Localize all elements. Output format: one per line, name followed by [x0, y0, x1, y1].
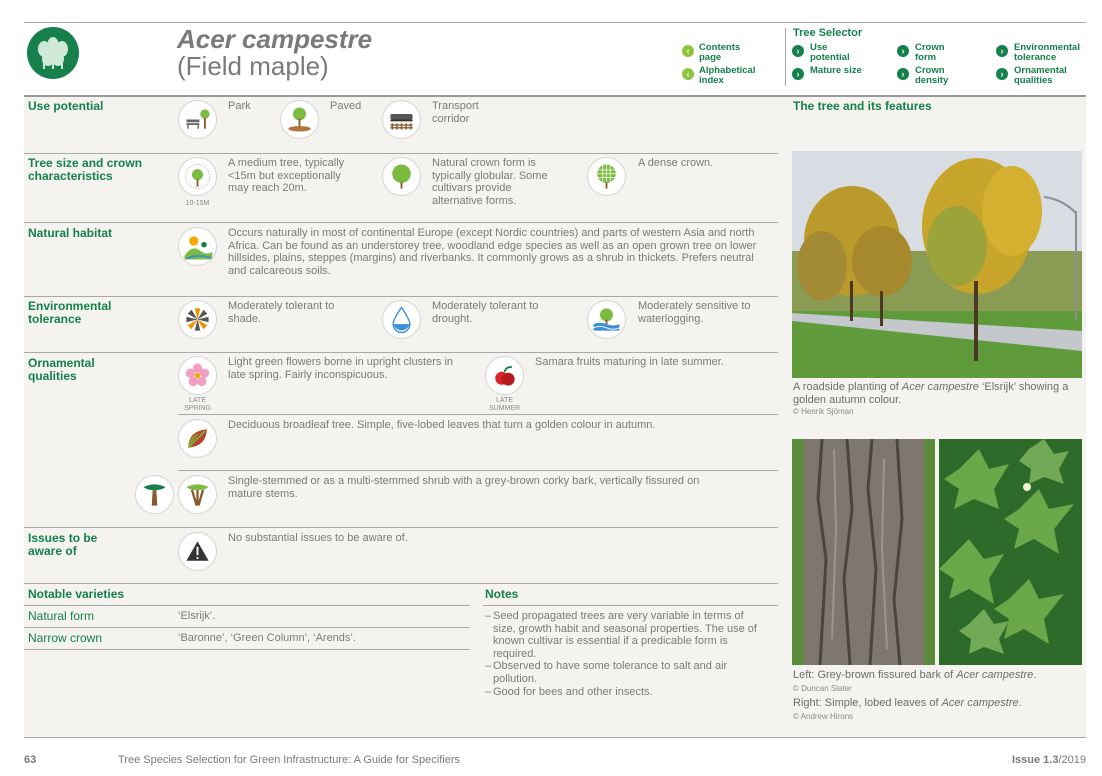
drought-tolerance-text: Moderately tolerant to drought. [432, 300, 539, 325]
variety-label-narrow-crown: Narrow crown [28, 631, 103, 645]
leaves-text: Deciduous broadleaf tree. Simple, five-lobed leaves that turn a golden colour in autumn. [228, 419, 656, 431]
note-item: Seed propagated trees are very variable in terms of size, growth habit and seasonal properties. The use of known cultivar is essential if a predicable form is required. [493, 610, 757, 660]
section-notes: Notes [485, 587, 519, 601]
nav-alphabetical-index[interactable]: Alphabetical index [699, 65, 756, 86]
crown-density-icon [587, 157, 626, 196]
photo-credit-sjoman: © Henrik Sjöman [793, 407, 854, 416]
flower-icon [178, 356, 217, 395]
note-item: Good for bees and other insects. [493, 686, 653, 698]
flowers-text: Light green flowers borne in upright clusters in late spring. Fairly inconspicuous. [228, 356, 454, 381]
issue-label: Issue 1.3/2019 [1012, 754, 1087, 766]
park-bench-icon [178, 100, 217, 139]
bark-text: Single-stemmed or as a multi-stemmed shrub with a grey-brown corky bark, vertically fissured on mature stems. [228, 475, 700, 500]
photo-caption-roadside: A roadside planting of Acer campestre ‘Elsrijk’ showing a golden autumn colour. [793, 381, 1069, 406]
fruit-icon [485, 356, 524, 395]
selector-mature-size[interactable]: Mature size [810, 65, 862, 76]
section-ornamental-qualities: Ornamental qualities [28, 356, 95, 383]
section-tree-features: The tree and its features [793, 99, 932, 113]
chevron-right-icon[interactable]: › [996, 68, 1008, 80]
issues-text: No substantial issues to be aware of. [228, 532, 408, 544]
shade-tolerance-icon [178, 300, 217, 339]
tree-size-icon [178, 157, 217, 196]
leaves-photo [939, 439, 1082, 665]
species-common-name: (Field maple) [177, 51, 329, 81]
chevron-left-icon[interactable]: ‹ [682, 68, 694, 80]
selector-crown-density[interactable]: Crown density [915, 65, 949, 86]
chevron-right-icon[interactable]: › [897, 45, 909, 57]
crown-form-text: Natural crown form is typically globular. Some cultivars provide alternative forms. [432, 157, 548, 207]
section-natural-habitat: Natural habitat [28, 226, 113, 240]
page-number: 63 [24, 754, 37, 766]
paved-tree-icon [280, 100, 319, 139]
nav-contents-page[interactable]: Contents page [699, 42, 741, 63]
warning-icon [178, 532, 217, 571]
photo-credit-slater: © Duncan Slater [793, 684, 852, 693]
flowers-season-label: LATE SPRING [184, 397, 211, 412]
section-tree-size: Tree size and crown characteristics [28, 156, 143, 183]
habitat-landscape-icon [178, 227, 217, 266]
selector-ornamental-qualities[interactable]: Ornamental qualities [1014, 65, 1067, 86]
chevron-right-icon[interactable]: › [792, 45, 804, 57]
note-bullet: – [485, 610, 492, 622]
selector-environmental-tolerance[interactable]: Environmental tolerance [1014, 42, 1080, 63]
habitat-text: Occurs naturally in most of continental Europe (except Nordic countries) and parts of western Asia and north Africa. Can be found as an understorey tree, woodland edge species as well as an open grown tree on lower hillsides, plains, steppes (margins) and riverbanks. It commonly grows as a shrub in thickets. Prefers neutral and calcareous soils. [228, 227, 757, 277]
photo-caption-leaves: Right: Simple, lobed leaves of Acer campestre. [793, 697, 1022, 709]
note-item: Observed to have some tolerance to salt and air pollution. [493, 660, 728, 685]
section-environmental-tolerance: Environmental tolerance [28, 299, 112, 326]
selector-use-potential[interactable]: Use potential [810, 42, 850, 63]
variety-label-natural-form: Natural form [28, 609, 95, 623]
section-notable-varieties: Notable varieties [28, 587, 125, 601]
use-paved: Paved [330, 100, 362, 112]
use-transport-corridor: Transport corridor [432, 100, 479, 125]
transport-corridor-icon [382, 100, 421, 139]
roadside-planting-photo [792, 151, 1082, 378]
crown-form-globular-icon [382, 157, 421, 196]
variety-value-narrow-crown: ‘Baronne’, ‘Green Column’, ‘Arends’. [178, 632, 356, 644]
tree-selector-title: Tree Selector [793, 27, 863, 39]
section-issues: Issues to be aware of [28, 531, 98, 558]
fruits-text: Samara fruits maturing in late summer. [535, 356, 724, 368]
chevron-left-icon[interactable]: ‹ [682, 45, 694, 57]
chevron-right-icon[interactable]: › [792, 68, 804, 80]
bark-photo [792, 439, 935, 665]
waterlogging-text: Moderately sensitive to waterlogging. [638, 300, 751, 325]
single-stem-tree-icon [135, 475, 174, 514]
section-use-potential: Use potential [28, 99, 104, 113]
multi-stem-tree-icon [178, 475, 217, 514]
nav-divider [785, 28, 786, 86]
species-latin-name: Acer campestre [177, 24, 373, 54]
tree-logo-icon [27, 27, 79, 79]
crown-density-text: A dense crown. [638, 157, 714, 169]
chevron-right-icon[interactable]: › [996, 45, 1008, 57]
variety-value-natural-form: ‘Elsrijk’. [178, 610, 216, 622]
use-park: Park [228, 100, 251, 112]
publication-title: Tree Species Selection for Green Infrastructure: A Guide for Specifiers [118, 754, 460, 766]
drought-tolerance-icon [382, 300, 421, 339]
shade-tolerance-text: Moderately tolerant to shade. [228, 300, 335, 325]
fruits-season-label: LATE SUMMER [488, 397, 521, 412]
note-bullet: – [485, 660, 492, 672]
waterlogging-icon [587, 300, 626, 339]
note-bullet: – [485, 686, 492, 698]
photo-caption-bark: Left: Grey-brown fissured bark of Acer campestre. [793, 669, 1037, 681]
chevron-right-icon[interactable]: › [897, 68, 909, 80]
leaf-icon [178, 419, 217, 458]
size-text: A medium tree, typically <15m but exceptionally may reach 20m. [228, 157, 345, 195]
selector-crown-form[interactable]: Crown form [915, 42, 945, 63]
tree-height-label: 10-15M [185, 200, 210, 207]
photo-credit-hirons: © Andrew Hirons [793, 712, 854, 721]
